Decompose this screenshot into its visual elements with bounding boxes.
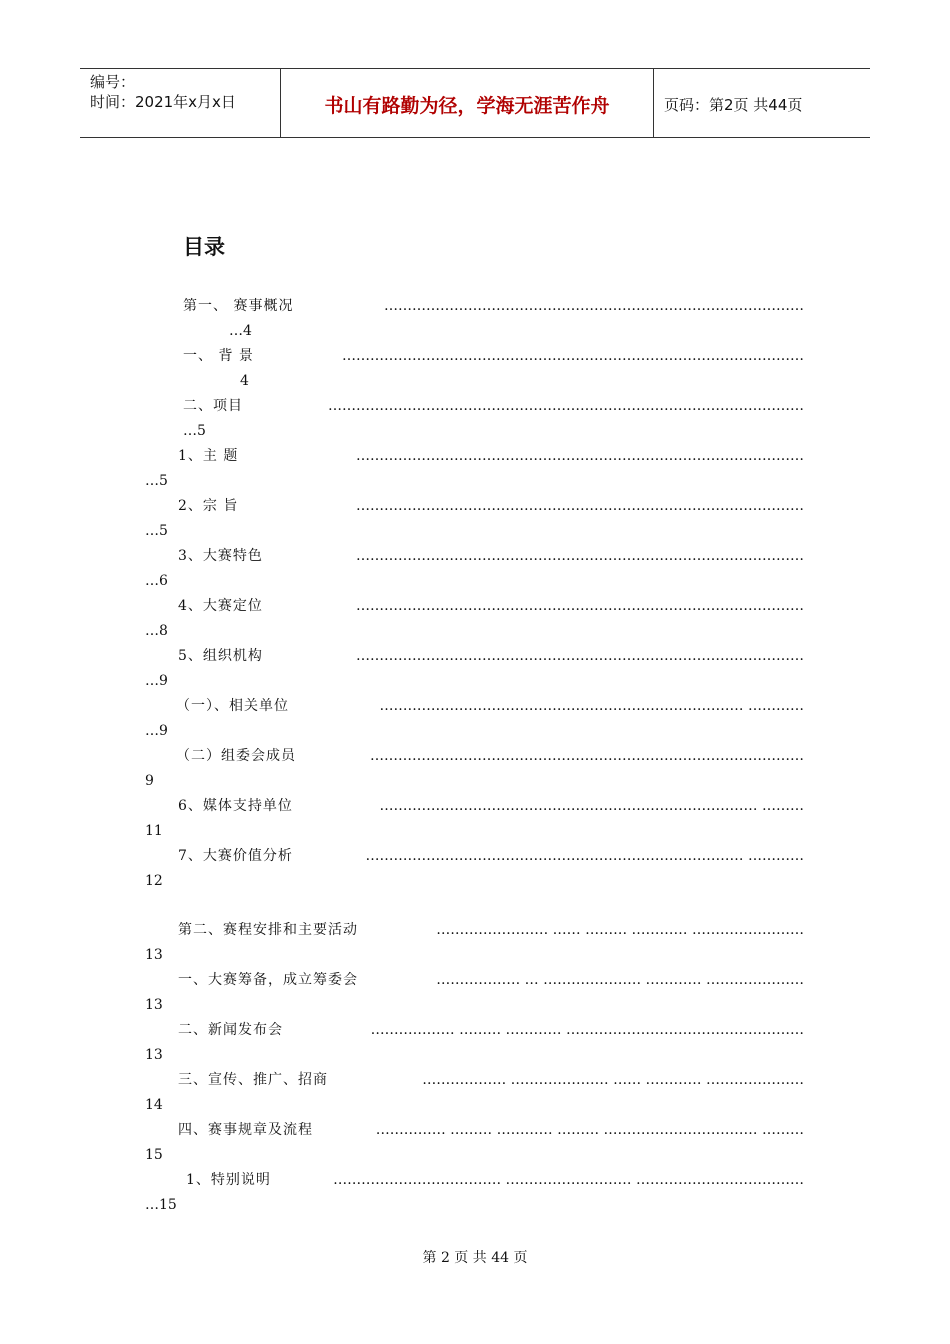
number-label: 编号： xyxy=(90,73,136,91)
time-label: 时间：2021年x月x日 xyxy=(90,93,236,111)
toc-entry-leader: ………………………………………………………………………………… xyxy=(370,748,804,764)
toc-entry-leader: ……………… … ………………… ………… ………………… xyxy=(436,972,804,988)
toc-entry-page: 13 xyxy=(145,947,163,963)
toc-entry-page: …4 xyxy=(229,323,252,339)
toc-entry-page: 4 xyxy=(240,373,249,389)
toc-entry-page: …15 xyxy=(145,1197,177,1213)
toc-entry-leader: ……………………………………………………………………… ………… xyxy=(365,848,804,864)
toc-title: 目录 xyxy=(183,235,225,259)
toc-entry-label: 二、新闻发布会 xyxy=(178,1022,283,1038)
toc-entry[interactable] xyxy=(186,1170,804,1190)
toc-entry-leader: …………………………………………………………………………………… xyxy=(356,448,804,464)
toc-entry-label: 三、宣传、推广、招商 xyxy=(178,1072,328,1088)
toc-entry-leader: …………………………………………………………………………………… xyxy=(356,598,804,614)
toc-entry-leader: …………………………………………………………………………………… xyxy=(356,648,804,664)
toc-entry-label: 第二、赛程安排和主要活动 xyxy=(178,922,358,938)
toc-entry-page: 15 xyxy=(145,1147,163,1163)
toc-entry[interactable] xyxy=(176,746,804,766)
toc-entry-label: 3、大赛特色 xyxy=(178,548,263,564)
toc-entry-label: 1、主 题 xyxy=(178,448,239,464)
toc-entry-page: …5 xyxy=(183,423,206,439)
toc-entry-leader: ……………………………………………………………………… ……… xyxy=(379,798,804,814)
toc-entry-label: 1、特别说明 xyxy=(186,1172,271,1188)
toc-entry[interactable] xyxy=(178,546,804,566)
toc-entry[interactable] xyxy=(178,446,804,466)
toc-entry-label: 一、大赛筹备，成立筹委会 xyxy=(178,972,358,988)
toc-entry[interactable] xyxy=(178,1120,804,1140)
toc-entry[interactable] xyxy=(178,970,804,990)
toc-entry[interactable] xyxy=(178,596,804,616)
toc-entry-leader: …………… ……… ………… ……… …………………………… ……… xyxy=(375,1122,804,1138)
toc-entry-label: 第一、 赛事概况 xyxy=(183,298,294,314)
toc-entry-page: …9 xyxy=(145,723,168,739)
toc-entry-page: …9 xyxy=(145,673,168,689)
toc-entry-page: 11 xyxy=(145,823,163,839)
toc-entry-leader: ……………… ……… ………… …………………………………………… xyxy=(370,1022,804,1038)
header-page-cell xyxy=(654,69,870,137)
toc-entry-leader: …………………………………………………………………………………… xyxy=(356,548,804,564)
toc-entry-page: 12 xyxy=(145,873,163,889)
toc-entry[interactable] xyxy=(178,920,804,940)
page-footer: 第 2 页 共 44 页 xyxy=(422,1250,528,1266)
toc-entry-label: 4、大赛定位 xyxy=(178,598,263,614)
header-meta-cell xyxy=(80,69,281,137)
toc-entry-leader: ……………………………… ……………………… ……………………………… xyxy=(333,1172,804,1188)
toc-entry-label: 四、赛事规章及流程 xyxy=(178,1122,313,1138)
toc-entry[interactable] xyxy=(178,846,804,866)
toc-entry[interactable] xyxy=(178,1070,804,1090)
toc-entry-label: （二）组委会成员 xyxy=(176,748,296,764)
toc-entry-leader: ……………… ………………… …… ………… ………………… xyxy=(422,1072,804,1088)
toc-entry-leader: …………………………………………………………………… ………… xyxy=(379,698,804,714)
toc-entry-leader: ……………………………………………………………………………………… xyxy=(342,348,804,364)
toc-entry[interactable] xyxy=(176,696,804,716)
toc-entry-leader: ……………………………………………………………………………… xyxy=(384,298,804,314)
toc-entry-label: 5、组织机构 xyxy=(178,648,263,664)
toc-entry-label: 2、宗 旨 xyxy=(178,498,239,514)
toc-entry-leader: …………………… …… ……… ………… …………………… xyxy=(436,922,804,938)
toc-entry[interactable] xyxy=(178,796,804,816)
toc-entry-page: 9 xyxy=(145,773,154,789)
page-info: 页码：第2页 共44页 xyxy=(664,96,803,114)
toc-entry-label: 6、媒体支持单位 xyxy=(178,798,293,814)
toc-entry-leader: ………………………………………………………………………………………… xyxy=(328,398,804,414)
toc-entry-label: （一）、相关单位 xyxy=(176,698,289,714)
toc-entry-page: …8 xyxy=(145,623,168,639)
toc-entry-page: 14 xyxy=(145,1097,163,1113)
toc-entry[interactable] xyxy=(183,396,804,416)
toc-entry-page: …6 xyxy=(145,573,168,589)
toc-entry-page: …5 xyxy=(145,523,168,539)
toc-entry-page: 13 xyxy=(145,1047,163,1063)
toc-entry-label: 7、大赛价值分析 xyxy=(178,848,293,864)
toc-entry[interactable] xyxy=(178,646,804,666)
toc-entry[interactable] xyxy=(183,346,804,366)
toc-entry-page: 13 xyxy=(145,997,163,1013)
toc-entry-leader: …………………………………………………………………………………… xyxy=(356,498,804,514)
toc-entry-label: 二、项目 xyxy=(183,398,243,414)
toc-entry-label: 一、 背 景 xyxy=(183,348,254,364)
header-motto-cell xyxy=(281,69,654,137)
toc-entry[interactable] xyxy=(178,496,804,516)
page-header xyxy=(80,68,870,138)
toc-entry[interactable] xyxy=(178,1020,804,1040)
toc-entry[interactable] xyxy=(183,296,804,316)
motto-text: 书山有路勤为径，学海无涯苦作舟 xyxy=(324,95,610,117)
toc-entry-page: …5 xyxy=(145,473,168,489)
